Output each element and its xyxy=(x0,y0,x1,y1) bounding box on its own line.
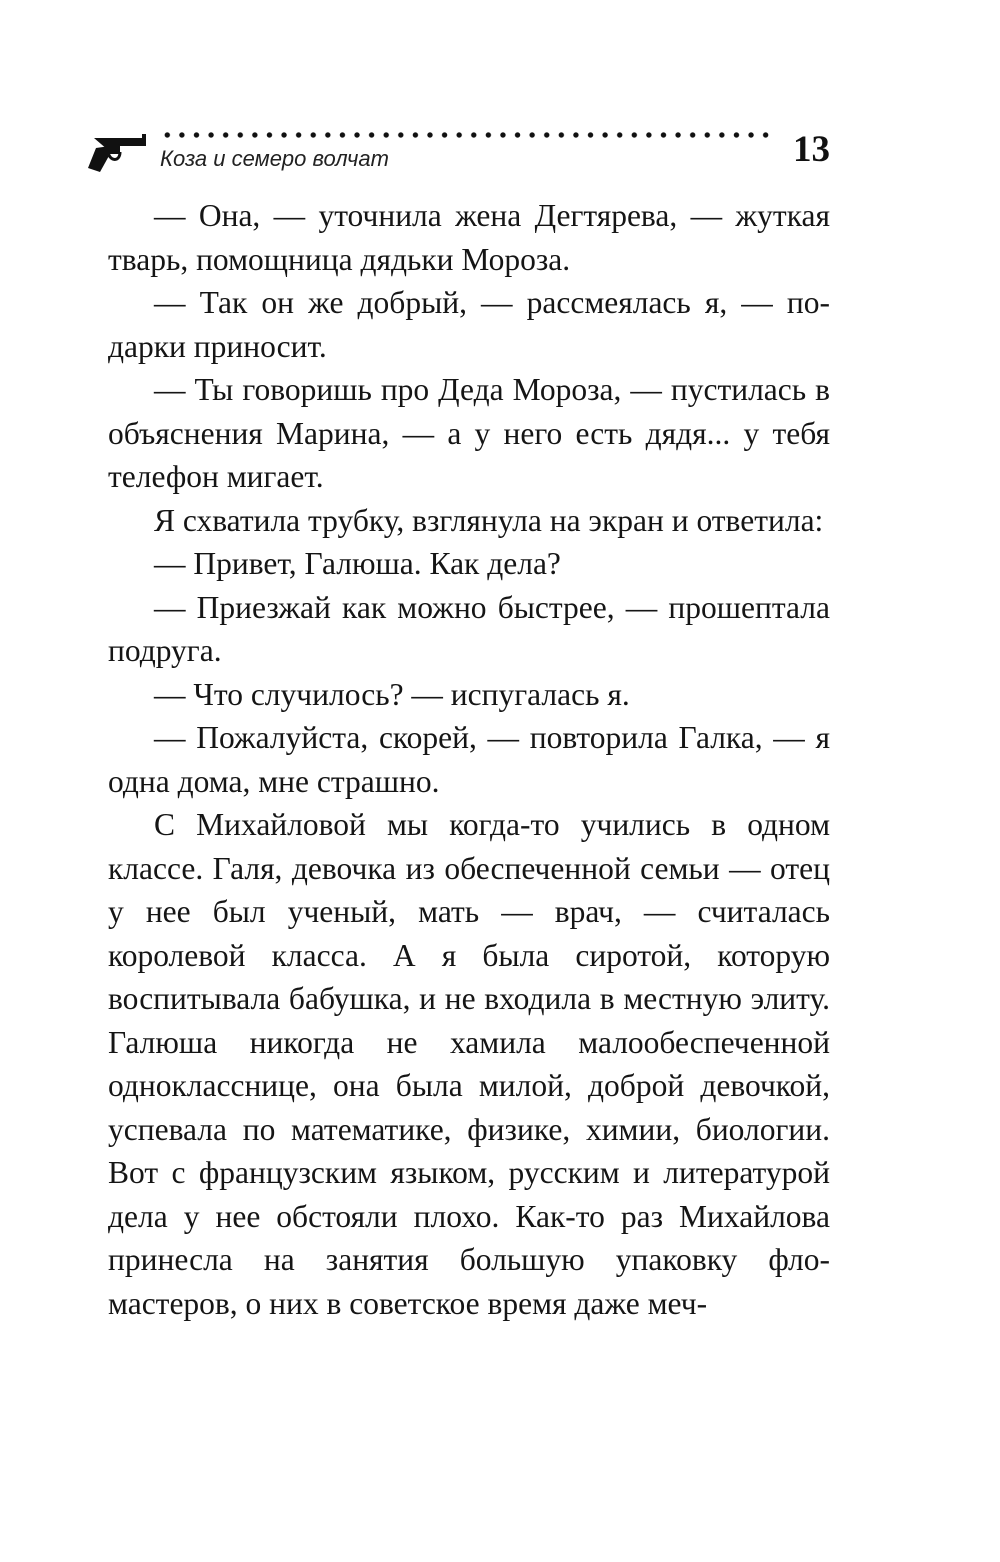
body-text xyxy=(108,194,830,1325)
paragraph: — Приезжай как можно быстрее, — прошептала подруга. xyxy=(108,589,830,668)
running-header xyxy=(88,128,834,178)
paragraph: — Она, — уточнила жена Дегтярева, — жуткая тварь, помощница дядьки Мороза. xyxy=(108,198,830,277)
revolver-icon xyxy=(88,132,148,174)
paragraph: С Михайловой мы когда-то учились в одном классе. Галя, девочка из обеспеченной семьи — отец у нее был ученый, мать — врач, — считалась королевой класса. А я была сиротой, которую воспитывала бабушка, и не входила в местную элиту. Галюша никогда не хамила малообеспеченной однокласснице, она была милой, доброй девочкой, успевала по математике, физике, химии, биологии. Вот с французским языком, русским и литературой дела у нее обстояли плохо. Как-то раз Михайлова принесла на занятия большую упаковку фломастеров, о них в советское время даже меч- xyxy=(108,807,830,1321)
paragraph: — Ты говоришь про Деда Мороза, — пустилась в объяснения Марина, — а у него есть дядя... у тебя телефон мигает. xyxy=(108,372,830,494)
paragraph: — Пожалуйста, скорей, — повторила Галка, — я одна дома, мне страшно. xyxy=(108,720,830,799)
paragraph: — Привет, Галюша. Как дела? xyxy=(154,546,561,581)
paragraph: Я схватила трубку, взглянула на экран и ответила: xyxy=(154,502,824,538)
page-number: 13 xyxy=(793,129,830,170)
header-dot-leader xyxy=(160,130,772,140)
paragraph: — Что случилось? — испугалась я. xyxy=(154,676,630,712)
paragraph: — Так он же добрый, — рассмеялась я, — подарки приносит. xyxy=(108,285,830,364)
running-title: Коза и семеро волчат xyxy=(160,146,389,171)
